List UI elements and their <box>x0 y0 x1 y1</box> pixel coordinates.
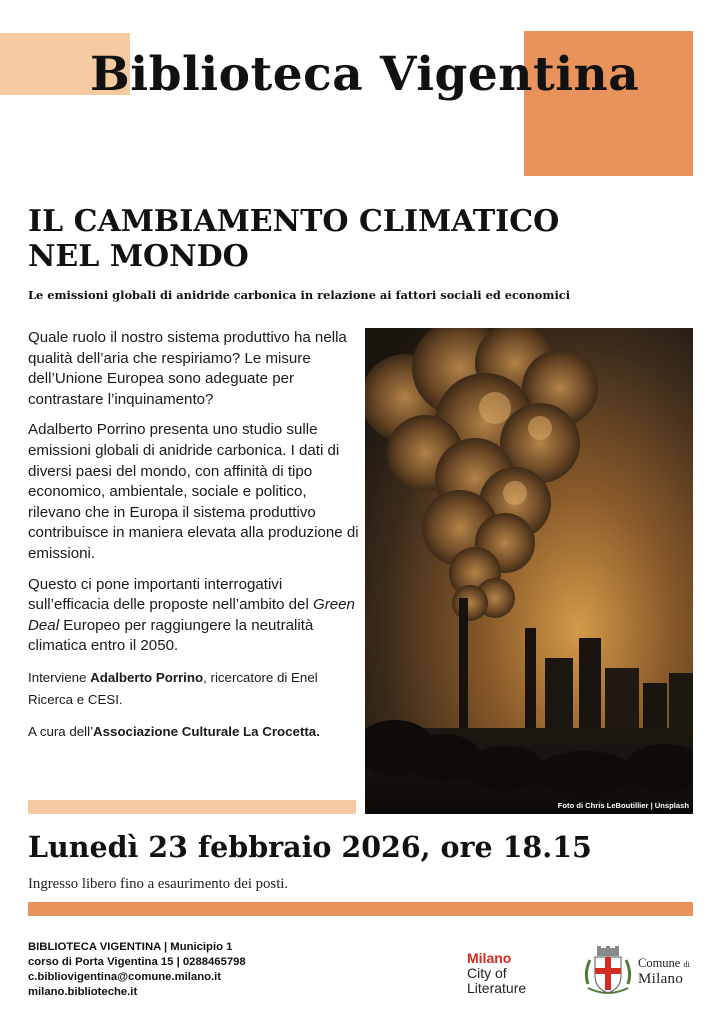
comune-di: di <box>683 960 690 969</box>
headline-line-1: IL CAMBIAMENTO CLIMATICO <box>28 204 560 239</box>
page-title: Biblioteca Vigentina <box>90 47 640 102</box>
paragraph-3 <box>28 575 360 657</box>
organizer-info <box>28 721 360 743</box>
paragraph-1: Quale ruolo il nostro sistema produttivo ha nella qualità dell’aria che respiriamo? Le misure dell’Unione Europea sono adeguate per contrastare l’inquinamento? <box>28 329 347 408</box>
library-contact <box>28 940 246 1000</box>
contact-email: c.bibliovigentina@comune.milano.it <box>28 971 222 983</box>
paragraph-3-end: Europeo per raggiungere la neutralità climatica entro il 2050. <box>28 616 314 655</box>
paragraph-2: Adalberto Porrino presenta uno studio sulle emissioni globali di anidride carbonica. I dati di diversi paesi del mondo, con affinità di tipo economico, ambientale, sociale e politico, rilevano che in Europa il sistema produttivo contribuisce in maniera elevata alla produzione di emissioni. <box>28 421 359 562</box>
entry-note: Ingresso libero fino a esaurimento dei posti. <box>28 876 289 892</box>
comune-word: Comune <box>638 956 681 970</box>
event-date: Lunedì 23 febbraio 2026, ore 18.15 <box>28 830 592 864</box>
comune-di-milano-logo <box>580 944 694 1000</box>
logo-literature: Literature <box>467 980 527 996</box>
paragraph-3-start: Questo ci pone importanti interrogativi sull’efficacia delle proposte nell’ambito del <box>28 575 313 614</box>
headline-line-2: NEL MONDO <box>28 239 249 274</box>
organizer-prefix: A cura dell’ <box>28 723 94 739</box>
organizer-name: Associazione Culturale La Crocetta. <box>93 723 320 739</box>
speaker-name: Adalberto Porrino <box>90 669 204 685</box>
factory-smoke-photo <box>365 328 693 814</box>
event-description <box>28 328 360 753</box>
comune-line <box>638 956 690 972</box>
green-deal-text: Green Deal <box>28 596 355 634</box>
logo-milano-word: Milano <box>467 950 512 966</box>
event-subtitle: Le emissioni globali di anidride carbonica in relazione ai fattori sociali ed economici <box>28 288 571 302</box>
speaker-info <box>28 667 360 711</box>
speaker-prefix: Interviene <box>28 669 91 685</box>
orange-divider <box>28 902 693 916</box>
speaker-affiliation: , ricercatore di Enel Ricerca e CESI. <box>28 669 318 707</box>
peach-divider <box>28 800 356 814</box>
milano-city-of-literature-logo <box>467 951 526 996</box>
comune-milano: Milano <box>638 971 684 987</box>
milano-coat-of-arms-icon <box>580 944 636 1000</box>
photo-credit: Foto di Chris LeBoutillier | Unsplash <box>557 801 689 810</box>
comune-text <box>638 956 690 986</box>
contact-line-1: BIBLIOTECA VIGENTINA | Municipio 1 <box>28 941 233 953</box>
photo-illustration <box>365 328 693 814</box>
event-headline <box>28 204 559 274</box>
contact-website: milano.biblioteche.it <box>28 986 138 998</box>
contact-line-2: corso di Porta Vigentina 15 | 0288465798 <box>28 956 246 968</box>
logo-city-of: City of <box>467 965 507 981</box>
